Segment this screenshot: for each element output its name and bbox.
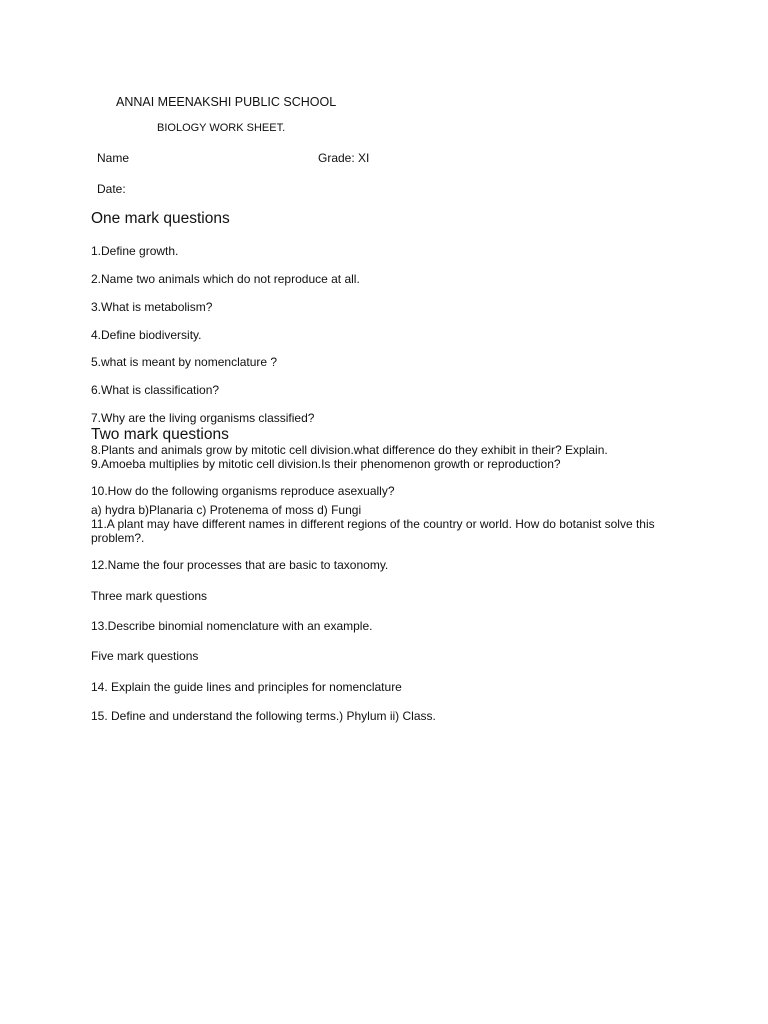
question-8: 8.Plants and animals grow by mitotic cell division.what difference do they exhibit in their? Explain. — [91, 443, 608, 457]
question-5: 5.what is meant by nomenclature ? — [91, 355, 278, 369]
question-12: 12.Name the four processes that are basic to taxonomy. — [91, 558, 389, 572]
question-11: 11.A plant may have different names in different regions of the country or world. How do botanist solve this problem?. — [91, 517, 655, 545]
worksheet-title: BIOLOGY WORK SHEET. — [157, 122, 286, 134]
question-4: 4.Define biodiversity. — [91, 328, 202, 342]
question-2: 2.Name two animals which do not reproduce at all. — [91, 272, 360, 286]
five-mark-heading: Five mark questions — [91, 649, 199, 663]
question-3: 3.What is metabolism? — [91, 300, 213, 314]
question-1: 1.Define growth. — [91, 244, 179, 258]
question-6: 6.What is classification? — [91, 383, 220, 397]
question-13: 13.Describe binomial nomenclature with an example. — [91, 619, 373, 633]
date-label: Date: — [97, 182, 126, 196]
two-mark-heading: Two mark questions — [91, 426, 229, 443]
question-7: 7.Why are the living organisms classified? — [91, 411, 315, 425]
question-9: 9.Amoeba multiplies by mitotic cell division.Is their phenomenon growth or reproduction? — [91, 457, 561, 471]
three-mark-heading: Three mark questions — [91, 589, 208, 603]
school-name: ANNAI MEENAKSHI PUBLIC SCHOOL — [116, 95, 337, 109]
question-10: 10.How do the following organisms reproduce asexually? — [91, 484, 395, 498]
question-15: 15. Define and understand the following terms.) Phylum ii) Class. — [91, 709, 436, 723]
question-10-options: a) hydra b)Planaria c) Protenema of moss d) Fungi — [91, 503, 362, 517]
question-14: 14. Explain the guide lines and principles for nomenclature — [91, 680, 402, 694]
grade-label: Grade: XI — [318, 151, 370, 165]
one-mark-heading: One mark questions — [91, 210, 230, 227]
name-label: Name — [97, 151, 130, 165]
